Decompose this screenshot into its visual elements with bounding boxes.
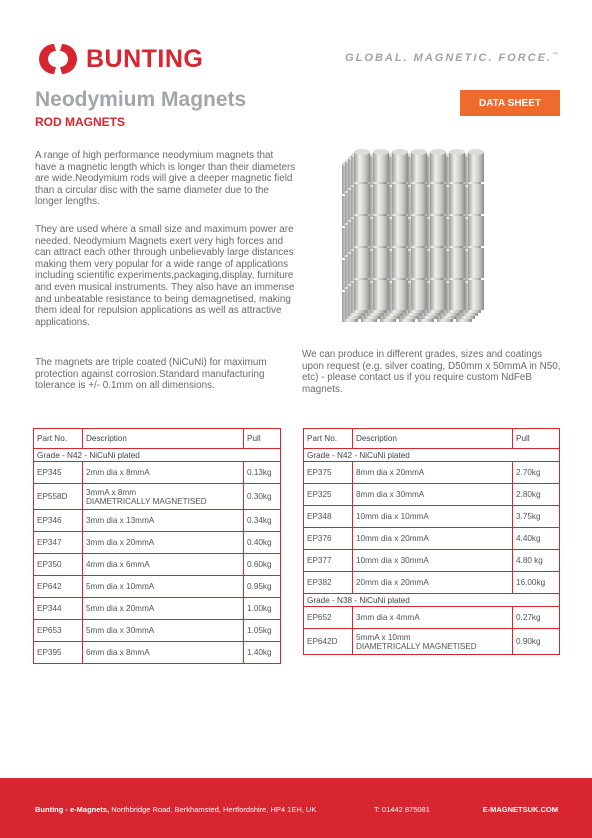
custom-paragraph: We can produce in different grades, sizes and coatings upon request (e.g. silver coating, D50mm x 50mmA in N50, etc) - please contact us if you require custom NdFeB magnets. <box>302 349 561 395</box>
bunting-logo-icon <box>36 40 82 78</box>
table-row <box>304 506 560 528</box>
pull-value: 0.30kg <box>244 484 281 510</box>
part-number: EP348 <box>304 506 353 528</box>
footer-website-link[interactable]: E-MAGNETSUK.COM <box>482 805 558 814</box>
pull-value: 1.00kg <box>244 598 281 620</box>
table-row <box>304 462 560 484</box>
description: 3mm dia x 13mmA <box>86 516 155 525</box>
table-row <box>34 642 281 664</box>
table-row <box>34 484 281 510</box>
description-cell <box>353 528 513 550</box>
part-number: EP344 <box>34 598 83 620</box>
part-number: EP345 <box>34 462 83 484</box>
pull-value: 0.60kg <box>244 554 281 576</box>
footer-address <box>35 805 316 814</box>
description: 3mmA x 8mm <box>86 487 137 497</box>
table-row <box>304 484 560 506</box>
left-spec-table <box>33 428 281 664</box>
description: 3mm dia x 20mmA <box>86 538 155 547</box>
table-row <box>304 550 560 572</box>
pull-value: 3.75kg <box>513 506 560 528</box>
part-number: EP653 <box>34 620 83 642</box>
table-row <box>34 576 281 598</box>
pull-value: 1.40kg <box>244 642 281 664</box>
description-cell <box>353 629 513 655</box>
part-number: EP382 <box>304 572 353 594</box>
header-description: Description <box>83 429 244 449</box>
table-row <box>34 462 281 484</box>
footer-company: Bunting - e-Magnets, <box>35 805 110 814</box>
pull-value: 0.27kg <box>513 607 560 629</box>
part-number: EP347 <box>34 532 83 554</box>
description-cell <box>83 554 244 576</box>
usage-paragraph: They are used where a small size and maximum power are needed. Neodymium Magnets exert very high forces and can attract each other through unbelievably large distances making them very popular for a wide range of applications including scientific experiments,packaging,display, furniture and even musical instruments. They also have an immense and unbeatable resistance to being demagnetised, making them ideal for repulsion applications as well as attractive applications. <box>35 224 295 328</box>
description-cell <box>353 506 513 528</box>
pull-value: 1.05kg <box>244 620 281 642</box>
description-cell <box>353 607 513 629</box>
part-number: EP350 <box>34 554 83 576</box>
pull-value: 16.00kg <box>513 572 560 594</box>
header-pull: Pull <box>513 429 560 449</box>
description: 6mm dia x 8mmA <box>86 648 150 657</box>
description: 10mm dia x 10mmA <box>356 512 429 521</box>
description-cell <box>83 598 244 620</box>
header-description: Description <box>353 429 513 449</box>
data-sheet-badge: DATA SHEET <box>460 90 560 116</box>
brand-tagline: GLOBAL. MAGNETIC. FORCE.™ <box>345 52 558 64</box>
pull-value: 2.70kg <box>513 462 560 484</box>
description-cell <box>353 550 513 572</box>
part-number: EP325 <box>304 484 353 506</box>
header-part-no: Part No. <box>304 429 353 449</box>
pull-value: 0.13kg <box>244 462 281 484</box>
table-row <box>34 510 281 532</box>
description-cell <box>83 620 244 642</box>
bunting-logo <box>36 40 203 78</box>
description: 5mm dia x 20mmA <box>86 604 155 613</box>
description: 2mm dia x 8mmA <box>86 468 150 477</box>
footer <box>0 778 592 838</box>
table-row <box>304 629 560 655</box>
header-part-no: Part No. <box>34 429 83 449</box>
description: 8mm dia x 20mmA <box>356 468 425 477</box>
description-cell <box>83 642 244 664</box>
description-cell <box>353 484 513 506</box>
description-note: DIAMETRICALLY MAGNETISED <box>356 641 477 651</box>
description-cell <box>83 462 244 484</box>
pull-value: 4.80 kg <box>513 550 560 572</box>
part-number: EP376 <box>304 528 353 550</box>
table-row <box>304 572 560 594</box>
description: 20mm dia x 20mmA <box>356 578 429 587</box>
description-cell <box>353 462 513 484</box>
pull-value: 0.95kg <box>244 576 281 598</box>
table-row <box>304 528 560 550</box>
intro-paragraph: A range of high performance neodymium magnets that have a magnetic length which is longer than their diameters are wide.Neodymium rods will give a deeper magnetic field than a circular disc with the same diameter due to the longer lengths. <box>35 150 296 208</box>
table-row <box>34 598 281 620</box>
brand-name: BUNTING <box>86 44 204 73</box>
description: 5mmA x 10mm <box>356 632 411 642</box>
page-subtitle: ROD MAGNETS <box>35 115 125 129</box>
rod-magnets-image <box>330 140 560 335</box>
part-number: EP642 <box>34 576 83 598</box>
description-note: DIAMETRICALLY MAGNETISED <box>86 496 207 506</box>
grade-label: Grade - N42 - NiCuNi plated <box>304 449 560 462</box>
description-cell <box>83 532 244 554</box>
description: 4mm dia x 6mmA <box>86 560 150 569</box>
description-cell <box>353 572 513 594</box>
part-number: EP395 <box>34 642 83 664</box>
table-row <box>34 554 281 576</box>
description: 5mm dia x 10mmA <box>86 582 155 591</box>
table-row <box>304 607 560 629</box>
pull-value: 0.90kg <box>513 629 560 655</box>
part-number: EP558D <box>34 484 83 510</box>
part-number: EP346 <box>34 510 83 532</box>
description: 10mm dia x 30mmA <box>356 556 429 565</box>
header-pull: Pull <box>244 429 281 449</box>
pull-value: 0.40kg <box>244 532 281 554</box>
description-cell <box>83 576 244 598</box>
description: 5mm dia x 30mmA <box>86 626 155 635</box>
part-number: EP377 <box>304 550 353 572</box>
table-row <box>34 532 281 554</box>
coating-paragraph: The magnets are triple coated (NiCuNi) for maximum protection against corrosion.Standard manufacturing tolerance is +/- 0.1mm on all dimensions. <box>35 357 267 392</box>
pull-value: 4.40kg <box>513 528 560 550</box>
description: 3mm dia x 4mmA <box>356 613 420 622</box>
footer-street: Northbridge Road, Berkhamsted, Hertfordshire, HP4 1EH, UK <box>109 805 317 814</box>
table-row <box>34 620 281 642</box>
part-number: EP375 <box>304 462 353 484</box>
grade-label: Grade - N38 - NiCuNi plated <box>304 594 560 607</box>
part-number: EP652 <box>304 607 353 629</box>
footer-phone: T: 01442 875081 <box>374 805 430 814</box>
description: 10mm dia x 20mmA <box>356 534 429 543</box>
grade-label: Grade - N42 - NiCuNi plated <box>34 449 281 462</box>
page-title: Neodymium Magnets <box>35 88 247 111</box>
description-cell <box>83 510 244 532</box>
part-number: EP642D <box>304 629 353 655</box>
pull-value: 2.80kg <box>513 484 560 506</box>
description: 8mm dia x 30mmA <box>356 490 425 499</box>
pull-value: 0.34kg <box>244 510 281 532</box>
right-spec-table <box>303 428 560 655</box>
description-cell <box>83 484 244 510</box>
